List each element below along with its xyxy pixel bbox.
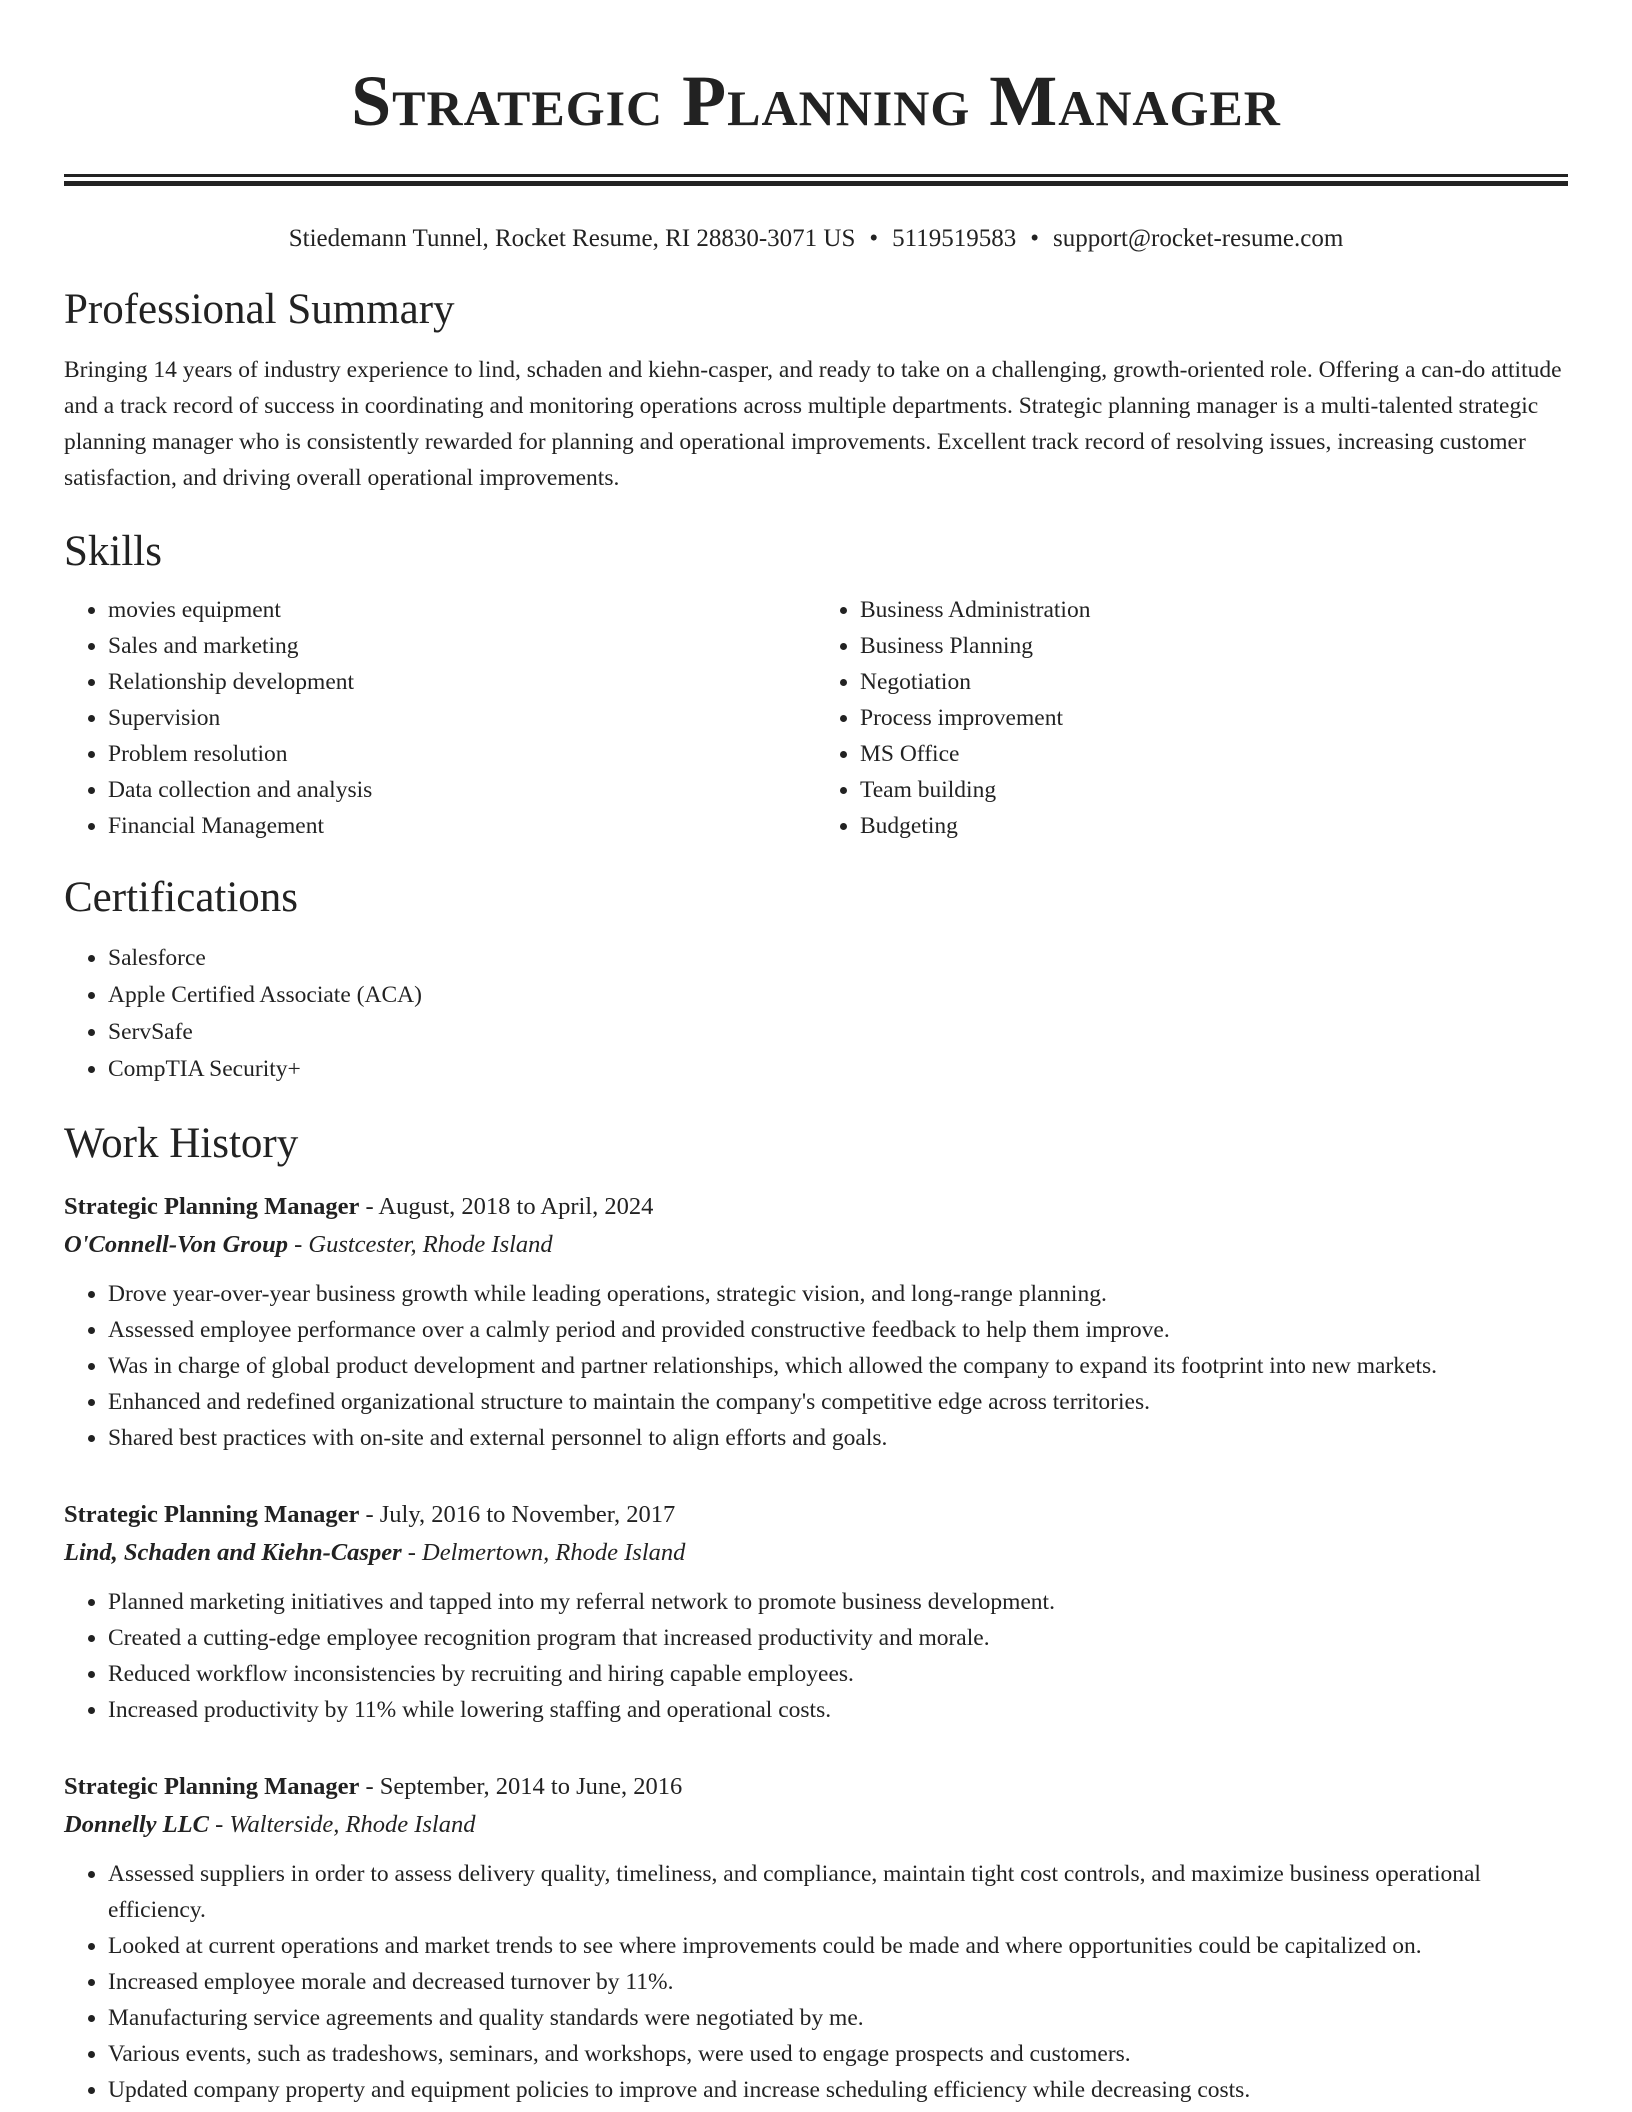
skill-item: • Financial Management: [108, 808, 816, 844]
skill-item: • Budgeting: [860, 808, 1568, 844]
job-bullet: • Reduced workflow inconsistencies by recruiting and hiring capable employees.: [108, 1656, 1568, 1692]
summary-section: [64, 282, 1568, 496]
job-bullets: [64, 1584, 1568, 1728]
contact-address: Stiedemann Tunnel, Rocket Resume, RI 28830-3071 US: [288, 225, 856, 252]
job-dates: - August, 2018 to April, 2024: [359, 1193, 654, 1220]
summary-text: Bringing 14 years of industry experience to lind, schaden and kiehn-casper, and ready to take on a challenging, growth-oriented role. Offering a can-do attitude and a track record of success in coordinating and monitoring operations across multiple departments. Strategic planning manager is a multi-talented strategic planning manager who is consistently rewarded for planning and operational improvements. Excellent track record of resolving issues, increasing customer satisfaction, and driving overall operational improvements.: [64, 357, 1562, 491]
job-bullet: • Drove year-over-year business growth while leading operations, strategic vision, and long-range planning.: [108, 1276, 1568, 1312]
job-bullet: • Increased productivity by 11% while lowering staffing and operational costs.: [108, 1692, 1568, 1728]
skill-item: • Data collection and analysis: [108, 772, 816, 808]
job-bullet: • Manufacturing service agreements and quality standards were negotiated by me.: [108, 2000, 1568, 2036]
job-company: Donnelly LLC: [64, 1811, 209, 1838]
skills-list-right: [816, 592, 1568, 844]
job-bullet: • Enhanced and redefined organizational structure to maintain the company's competitive edge across territories.: [108, 1384, 1568, 1420]
job-location: - Gustcester, Rhode Island: [287, 1231, 553, 1258]
job-company: O'Connell-Von Group: [64, 1231, 288, 1258]
skill-item: • Business Administration: [860, 592, 1568, 628]
job-bullet: • Was in charge of global product development and partner relationships, which allowed the company to expand its footprint into new markets.: [108, 1348, 1568, 1384]
job-location: - Delmertown, Rhode Island: [401, 1539, 686, 1566]
job-title: Strategic Planning Manager: [64, 1501, 360, 1528]
skill-item: • Business Planning: [860, 628, 1568, 664]
job-bullets: [64, 1276, 1568, 1456]
skills-section: [64, 524, 1568, 844]
contact-phone: 5119519583: [892, 225, 1017, 252]
job-dates: - September, 2014 to June, 2016: [359, 1773, 683, 1800]
job-entry: [64, 1188, 1568, 1456]
certification-item: • Apple Certified Associate (ACA): [108, 977, 1568, 1014]
skill-item: • Sales and marketing: [108, 628, 816, 664]
job-title: Strategic Planning Manager: [64, 1773, 360, 1800]
job-bullet: • Updated company property and equipment policies to improve and increase scheduling efficiency while decreasing costs.: [108, 2072, 1568, 2108]
skill-item: • movies equipment: [108, 592, 816, 628]
certification-item: • Salesforce: [108, 940, 1568, 977]
skill-item: • Process improvement: [860, 700, 1568, 736]
job-bullet: • Assessed employee performance over a calmly period and provided constructive feedback to help them improve.: [108, 1312, 1568, 1348]
job-bullet: • Created a cutting-edge employee recognition program that increased productivity and morale.: [108, 1620, 1568, 1656]
job-title: Strategic Planning Manager: [64, 1193, 360, 1220]
job-bullet: • Planned marketing initiatives and tapped into my referral network to promote business development.: [108, 1584, 1568, 1620]
skills-grid: [64, 592, 1568, 844]
job-bullet: • Looked at current operations and market trends to see where improvements could be made and where opportunities could be capitalized on.: [108, 1928, 1568, 1964]
job-title-line: [64, 1496, 1568, 1534]
job-company-line: [64, 1226, 1568, 1264]
job-company-line: [64, 1806, 1568, 1844]
resume-title: Strategic Planning Manager: [351, 61, 1281, 141]
job-company-line: [64, 1534, 1568, 1572]
contact-line: [64, 222, 1568, 256]
certifications-list: [64, 940, 1568, 1088]
skill-item: • Team building: [860, 772, 1568, 808]
skill-item: • Problem resolution: [108, 736, 816, 772]
skill-item: • Supervision: [108, 700, 816, 736]
contact-separator: •: [1030, 225, 1039, 252]
skills-list-left: [64, 592, 816, 844]
job-title-line: [64, 1188, 1568, 1226]
job-bullet: • Various events, such as tradeshows, seminars, and workshops, were used to engage prospects and customers.: [108, 2036, 1568, 2072]
contact-separator: •: [869, 225, 879, 252]
contact-email: support@rocket-resume.com: [1052, 225, 1344, 252]
skill-item: • Negotiation: [860, 664, 1568, 700]
summary-heading: Professional Summary: [64, 286, 455, 333]
job-bullet: • Shared best practices with on-site and external personnel to align efforts and goals.: [108, 1420, 1568, 1456]
job-bullet: • Assessed suppliers in order to assess delivery quality, timeliness, and compliance, maintain tight cost controls, and maximize business operational efficiency.: [108, 1856, 1568, 1928]
certification-item: • ServSafe: [108, 1014, 1568, 1051]
job-bullet: • Increased employee morale and decreased turnover by 11%.: [108, 1964, 1568, 2000]
job-bullets: [64, 1856, 1568, 2108]
job-company: Lind, Schaden and Kiehn-Casper: [64, 1539, 402, 1566]
work-history-section: [64, 1116, 1568, 2108]
job-location: - Walterside, Rhode Island: [208, 1811, 476, 1838]
work-history-heading: Work History: [64, 1120, 299, 1167]
job-dates: - July, 2016 to November, 2017: [359, 1501, 676, 1528]
job-entry: [64, 1768, 1568, 2108]
job-entry: [64, 1496, 1568, 1728]
skill-item: • MS Office: [860, 736, 1568, 772]
skill-item: • Relationship development: [108, 664, 816, 700]
certifications-section: [64, 870, 1568, 1088]
certification-item: • CompTIA Security+: [108, 1051, 1568, 1088]
skills-heading: Skills: [64, 528, 162, 575]
certifications-heading: Certifications: [64, 874, 299, 921]
job-title-line: [64, 1768, 1568, 1806]
title-divider: [64, 174, 1568, 186]
